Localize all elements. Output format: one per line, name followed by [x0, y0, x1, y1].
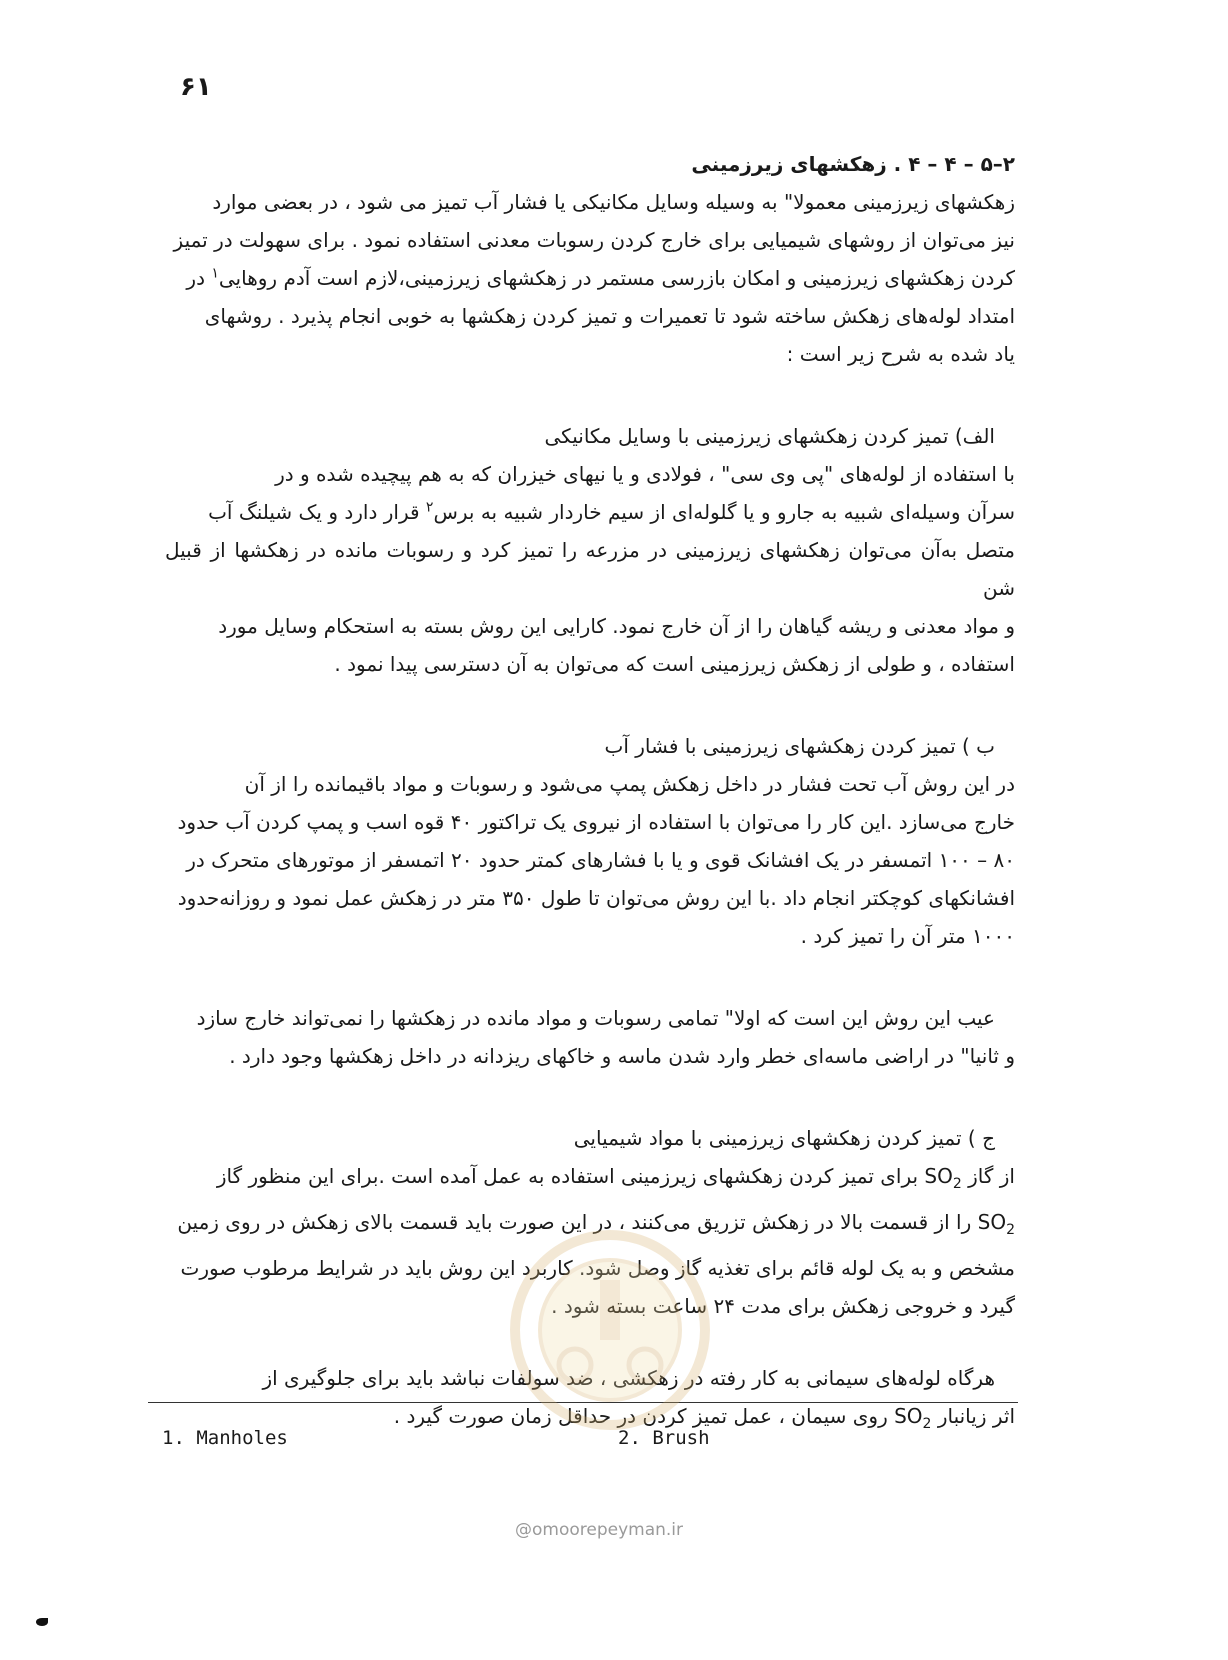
method-c-line-3: مشخص و به یک لوله قائم برای تغذیه گاز وصل شود. کاربرد این روش باید در شرایط مرطوب صورت	[180, 1256, 1015, 1280]
intro-line-2: نیز می‌توان از روشهای شیمیایی برای خارج کردن رسوبات معدنی استفاده نمود . برای سهولت در تمیز	[173, 228, 1015, 252]
scan-corner-mark	[36, 1618, 48, 1626]
section-heading: ۲–۵ – ۴ – ۴ . زهکشهای زیرزمینی	[691, 152, 1015, 176]
closing-line-2-post: روی سیمان ، عمل تمیز کردن در حداقل زمان صورت گیرد .	[393, 1404, 888, 1428]
method-c-line-1-pre: از گاز	[968, 1164, 1015, 1188]
page-number: ۶۱	[180, 72, 212, 102]
method-a-heading: الف) تمیز کردن زهکشهای زیرزمینی با وسایل مکانیکی	[544, 424, 995, 448]
method-a-line-2-tail: قرار دارد و یک شیلنگ آب	[208, 500, 420, 524]
method-c-line-2-post: را از قسمت بالا در زهکش تزریق می‌کنند ، در این صورت باید قسمت بالای زهکش در روی زمین	[177, 1210, 972, 1234]
intro-line-3-tail: در	[186, 266, 205, 290]
so2-formula-1: $SO_2$	[924, 1164, 962, 1192]
method-a-line-4: و مواد معدنی و ریشه گیاهان را از آن خارج نمود. کارایی این روش بسته به استحکام وسایل مورد	[218, 614, 1015, 638]
intro-line-4: امتداد لوله‌های زهکش ساخته شود تا تعمیرات و تمیز کردن زهکشها به خوبی انجام پذیرد . روشهای	[204, 304, 1015, 328]
method-c-heading: ج ) تمیز کردن زهکشهای زیرزمینی با مواد شیمیایی	[573, 1126, 995, 1150]
so2-formula-3: $SO_2$	[894, 1404, 932, 1432]
intro-line-3	[165, 259, 1015, 297]
method-c-line-1-post: برای تمیز کردن زهکشهای زیرزمینی استفاده به عمل آمده است .برای این منظور گاز	[216, 1164, 919, 1188]
method-b-heading: ب ) تمیز کردن زهکشهای زیرزمینی با فشار آب	[604, 734, 995, 758]
method-a-line-5: استفاده ، و طولی از زهکش زیرزمینی است که می‌توان به آن دسترسی پیدا نمود .	[334, 652, 1015, 676]
footnote-1: 1. Manholes	[162, 1427, 288, 1449]
method-c-line-2	[165, 1203, 1015, 1249]
footnote-ref-2: ۲	[425, 499, 434, 516]
closing-line-2-pre: اثر زیانبار	[937, 1404, 1015, 1428]
method-c-line-4: گیرد و خروجی زهکش برای مدت ۲۴ ساعت بسته شود .	[551, 1294, 1015, 1318]
closing-line-2	[165, 1397, 1015, 1443]
method-c-line-1	[165, 1157, 1015, 1203]
method-b-line-2: خارج می‌سازد .این کار را می‌توان با استفاده از نیروی یک تراکتور ۴۰ قوه اسب و پمپ کردن آب حدود	[177, 810, 1015, 834]
footnote-2: 2. Brush	[618, 1427, 710, 1449]
footnote-ref-1: ۱	[211, 265, 219, 282]
method-a-line-2-text: سرآن وسیله‌ای شبیه به جارو و یا گلوله‌ای از سیم خاردار شبیه به برس	[433, 500, 1015, 524]
method-b-line-5: ۱۰۰۰ متر آن را تمیز کرد .	[800, 924, 1015, 948]
method-a-line-2	[165, 493, 1015, 531]
intro-line-3-text: کردن زهکشهای زیرزمینی و امکان بازرسی مستمر در زهکشهای زیرزمینی،لازم است آدم روهایی	[218, 266, 1015, 290]
so2-formula-2: $SO_2$	[977, 1210, 1015, 1238]
drawback-line-1: عیب این روش این است که اولا" تمامی رسوبات و مواد مانده در زهکشها را نمی‌تواند خارج سازد	[196, 1006, 995, 1030]
method-a-line-1: با استفاده از لوله‌های "پی وی سی" ، فولادی و یا نیهای خیزران که به هم پیچیده شده و در	[275, 462, 1015, 486]
method-b-line-4: افشانکهای کوچکتر انجام داد .با این روش می‌توان تا طول ۳۵۰ متر در زهکش عمل نمود و روزانه‌حدود	[177, 886, 1015, 910]
watermark-text: @omoorepeyman.ir	[515, 1520, 684, 1540]
closing-line-1: هرگاه لوله‌های سیمانی به کار رفته در زهکشی ، ضد سولفات نباشد باید برای جلوگیری از	[262, 1366, 995, 1390]
method-b-line-3: ۸۰ – ۱۰۰ اتمسفر در یک افشانک قوی و یا با فشارهای کمتر حدود ۲۰ اتمسفر از موتورهای متحرک در	[186, 848, 1015, 872]
method-b-line-1: در این روش آب تحت فشار در داخل زهکش پمپ می‌شود و رسوبات و مواد باقیمانده را از آن	[244, 772, 1015, 796]
page-body	[165, 145, 1015, 1443]
drawback-line-2: و ثانیا" در اراضی ماسه‌ای خطر وارد شدن ماسه و خاکهای ریزدانه در داخل زهکشها وجود دارد .	[229, 1044, 1015, 1068]
intro-line-5: یاد شده به شرح زیر است :	[786, 342, 1015, 366]
method-a-line-3: متصل به‌آن می‌توان زهکشهای زیرزمینی در مزرعه را تمیز کرد و رسوبات مانده در زهکشها از قبیل شن	[165, 538, 1015, 600]
footnote-divider	[148, 1402, 1018, 1403]
intro-line-1: زهکشهای زیرزمینی معمولا" به وسیله وسایل مکانیکی یا فشار آب تمیز می شود ، در بعضی موارد	[212, 190, 1015, 214]
